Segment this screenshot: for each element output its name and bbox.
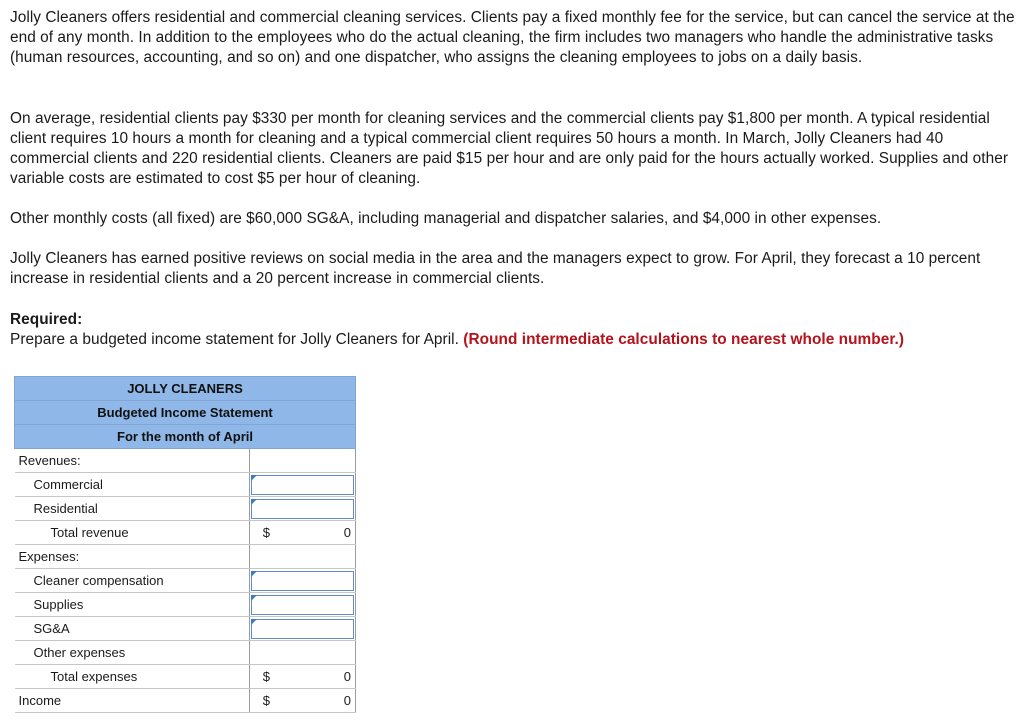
cleaner-compensation-label: Cleaner compensation [15, 569, 250, 593]
income-label: Income [15, 689, 250, 713]
income-statement-table [14, 376, 356, 713]
required-text: Prepare a budgeted income statement for Jolly Cleaners for April. [10, 331, 459, 348]
total-expenses-currency: $ [262, 669, 270, 684]
table-row [15, 617, 356, 641]
table-row [15, 593, 356, 617]
table-row [15, 569, 356, 593]
table-row [15, 449, 356, 473]
supplies-cell [249, 593, 355, 617]
other-expenses-label: Other expenses [15, 641, 250, 665]
problem-paragraph-2: On average, residential clients pay $330 per month for cleaning services and the commercial clients pay $1,800 per month. A typical residential client requires 10 hours a month for cleaning and a typical commercial client requires 50 hours a month. In March, Jolly Cleaners had 40 commercial clients and 220 residential clients. Cleaners are paid $15 per hour and are only paid for the hours actually worked. Supplies and other variable costs are estimated to cost $5 per hour of cleaning. [10, 110, 1008, 187]
revenues-label: Revenues: [15, 449, 250, 473]
other-expenses-cell [249, 641, 355, 665]
total-expenses-cell [249, 665, 355, 689]
sga-label: SG&A [15, 617, 250, 641]
table-row [15, 497, 356, 521]
problem-paragraph-3: Other monthly costs (all fixed) are $60,000 SG&A, including managerial and dispatcher salaries, and $4,000 in other expenses. [10, 210, 882, 227]
company-name: JOLLY CLEANERS [15, 377, 356, 401]
revenues-value-cell [249, 449, 355, 473]
required-instruction [10, 330, 1018, 350]
table-row [15, 521, 356, 545]
supplies-input[interactable] [251, 595, 354, 615]
problem-paragraph-4: Jolly Cleaners has earned positive reviews on social media in the area and the managers expect to grow. For April, they forecast a 10 percent increase in residential clients and a 20 percent increase in commercial clients. [10, 250, 981, 287]
sga-input[interactable] [251, 619, 354, 639]
total-revenue-currency: $ [262, 525, 270, 540]
required-section [10, 310, 1018, 350]
cleaner-compensation-input[interactable] [251, 571, 354, 591]
residential-value-cell [249, 497, 355, 521]
rounding-note: (Round intermediate calculations to nearest whole number.) [463, 331, 905, 348]
income-value: 0 [343, 693, 351, 708]
income-cell [249, 689, 355, 713]
sga-cell [249, 617, 355, 641]
total-revenue-value: 0 [343, 525, 351, 540]
table-row [15, 641, 356, 665]
total-expenses-value: 0 [343, 669, 351, 684]
commercial-value-cell [249, 473, 355, 497]
total-expenses-label: Total expenses [15, 665, 250, 689]
cleaner-compensation-cell [249, 569, 355, 593]
total-revenue-label: Total revenue [15, 521, 250, 545]
commercial-label: Commercial [15, 473, 250, 497]
income-currency: $ [262, 693, 270, 708]
expenses-label: Expenses: [15, 545, 250, 569]
total-revenue-cell [249, 521, 355, 545]
problem-paragraph-1: Jolly Cleaners offers residential and commercial cleaning services. Clients pay a fixed monthly fee for the service, but can cancel the service at the end of any month. In addition to the employees who do the actual cleaning, the firm includes two managers who handle the administrative tasks (human resources, accounting, and so on) and one dispatcher, who assigns the cleaning employees to jobs on a daily basis. [10, 9, 1015, 66]
residential-label: Residential [15, 497, 250, 521]
residential-revenue-input[interactable] [251, 499, 354, 519]
supplies-label: Supplies [15, 593, 250, 617]
statement-title: Budgeted Income Statement [15, 401, 356, 425]
table-row [15, 545, 356, 569]
required-label: Required: [10, 311, 83, 328]
table-row [15, 473, 356, 497]
statement-period: For the month of April [15, 425, 356, 449]
table-row [15, 689, 356, 713]
commercial-revenue-input[interactable] [251, 475, 354, 495]
expenses-value-cell [249, 545, 355, 569]
table-row [15, 665, 356, 689]
